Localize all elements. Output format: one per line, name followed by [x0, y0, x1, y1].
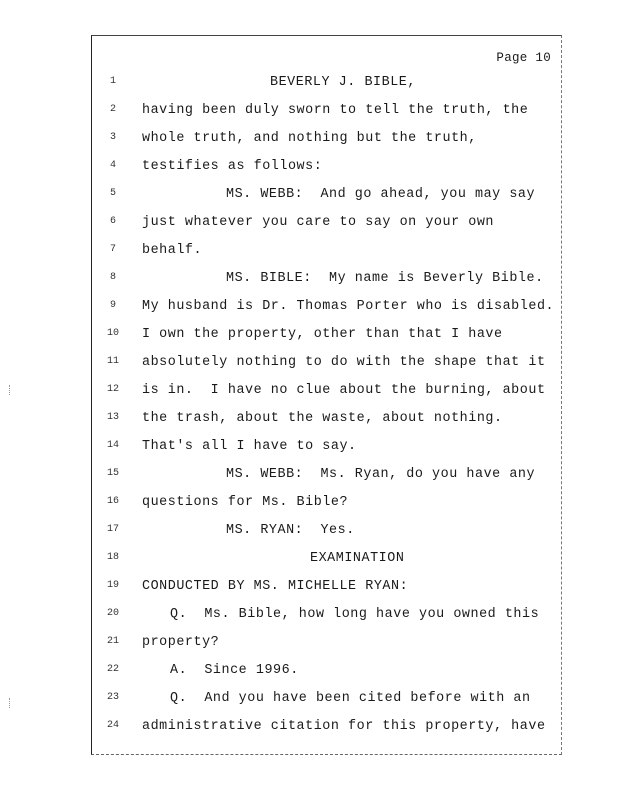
page-number: Page 10: [496, 51, 551, 65]
line-text: I own the property, other than that I have: [142, 327, 503, 342]
line-text: behalf.: [142, 243, 203, 258]
line-number: 20: [106, 608, 119, 619]
line-text: Q. Ms. Bible, how long have you owned this: [170, 607, 540, 622]
transcript-line: [92, 408, 561, 430]
line-number: 7: [109, 244, 116, 255]
line-number: 17: [106, 524, 119, 535]
transcript-line: [92, 604, 561, 626]
transcript-page: [91, 35, 562, 755]
line-number: 18: [106, 552, 119, 563]
transcript-line: [92, 576, 561, 598]
line-number: 16: [106, 496, 119, 507]
line-text: property?: [142, 635, 220, 650]
line-text: administrative citation for this property, have: [142, 719, 546, 734]
line-number: 14: [106, 440, 119, 451]
line-text: EXAMINATION: [310, 551, 405, 566]
transcript-line: [92, 660, 561, 682]
transcript-line: [92, 548, 561, 570]
transcript-line: [92, 296, 561, 318]
transcript-line: [92, 632, 561, 654]
transcript-line: [92, 716, 561, 738]
transcript-line: [92, 240, 561, 262]
line-number: 24: [106, 720, 119, 731]
line-text: Q. And you have been cited before with an: [170, 691, 531, 706]
transcript-line: [92, 520, 561, 542]
transcript-line: [92, 324, 561, 346]
scan-edge-mark: [9, 698, 13, 708]
transcript-line: [92, 492, 561, 514]
line-number: 11: [106, 356, 119, 367]
line-text: whole truth, and nothing but the truth,: [142, 131, 477, 146]
transcript-line: [92, 156, 561, 178]
line-text: CONDUCTED BY MS. MICHELLE RYAN:: [142, 579, 409, 594]
transcript-line: [92, 268, 561, 290]
line-number: 1: [109, 76, 116, 87]
transcript-line: [92, 352, 561, 374]
line-number: 23: [106, 692, 119, 703]
line-text: MS. WEBB: And go ahead, you may say: [226, 187, 536, 202]
line-text: testifies as follows:: [142, 159, 323, 174]
line-text: A. Since 1996.: [170, 663, 299, 678]
line-text: just whatever you care to say on your own: [142, 215, 495, 230]
transcript-line: [92, 688, 561, 710]
transcript-line: [92, 100, 561, 122]
line-text: having been duly sworn to tell the truth, the: [142, 103, 529, 118]
line-number: 10: [106, 328, 119, 339]
transcript-line: [92, 128, 561, 150]
transcript-line: [92, 72, 561, 94]
line-text: absolutely nothing to do with the shape that it: [142, 355, 546, 370]
line-number: 13: [106, 412, 119, 423]
line-number: 9: [109, 300, 116, 311]
transcript-line: [92, 184, 561, 206]
transcript-line: [92, 212, 561, 234]
line-text: is in. I have no clue about the burning, about: [142, 383, 546, 398]
line-number: 4: [109, 160, 116, 171]
line-number: 6: [109, 216, 116, 227]
line-number: 19: [106, 580, 119, 591]
transcript-line: [92, 436, 561, 458]
line-text: That's all I have to say.: [142, 439, 357, 454]
transcript-line: [92, 380, 561, 402]
scan-edge-mark: [9, 385, 13, 395]
line-text: MS. WEBB: Ms. Ryan, do you have any: [226, 467, 536, 482]
line-text: MS. BIBLE: My name is Beverly Bible.: [226, 271, 544, 286]
line-number: 5: [109, 188, 116, 199]
line-number: 2: [109, 104, 116, 115]
line-number: 3: [109, 132, 116, 143]
line-text: MS. RYAN: Yes.: [226, 523, 355, 538]
line-number: 15: [106, 468, 119, 479]
line-text: BEVERLY J. BIBLE,: [270, 75, 416, 90]
transcript-line: [92, 464, 561, 486]
line-number: 22: [106, 664, 119, 675]
line-text: My husband is Dr. Thomas Porter who is disabled.: [142, 299, 555, 314]
line-number: 8: [109, 272, 116, 283]
line-text: the trash, about the waste, about nothing.: [142, 411, 503, 426]
line-number: 12: [106, 384, 119, 395]
line-text: questions for Ms. Bible?: [142, 495, 349, 510]
line-number: 21: [106, 636, 119, 647]
